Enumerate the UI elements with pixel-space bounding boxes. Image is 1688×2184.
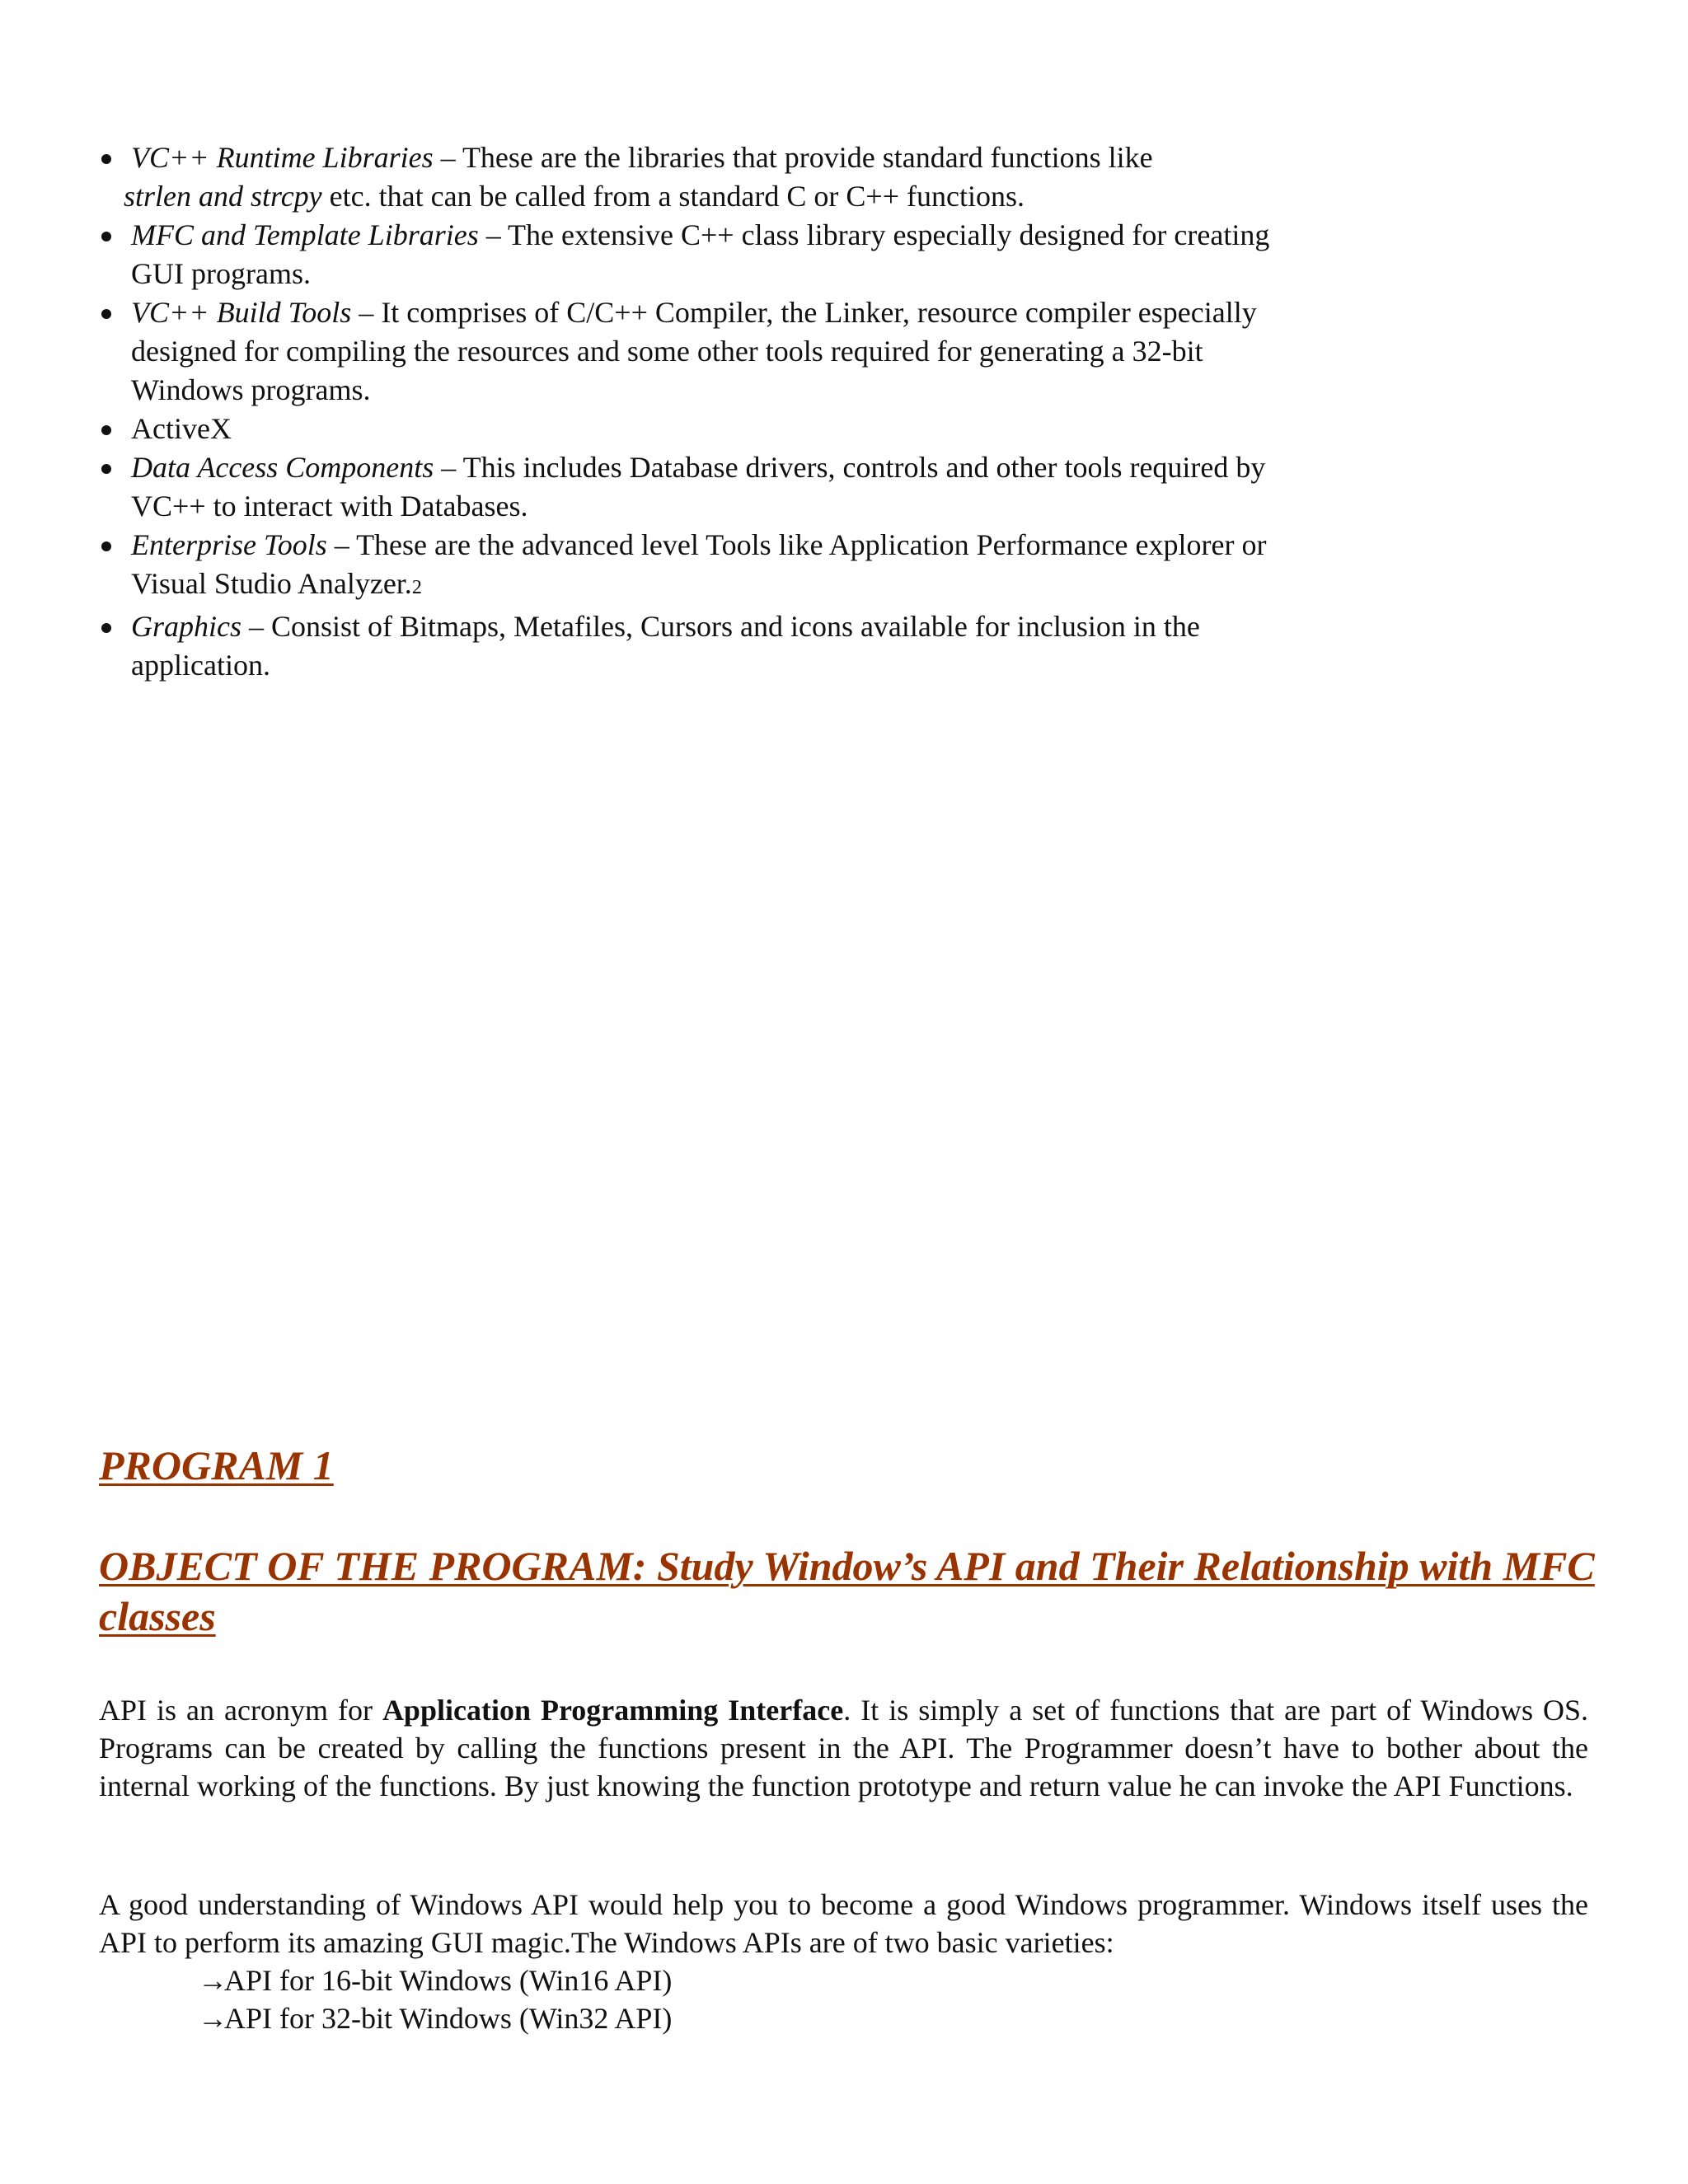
list-item	[198, 1961, 672, 1999]
component-bullet-list	[99, 138, 1302, 685]
bullet-description: – This includes Database drivers, controls and other tools required by VC++ to interact with Databases.	[131, 451, 1266, 523]
arrow-right-icon: →	[198, 2002, 227, 2035]
list-item	[99, 526, 1302, 607]
bullet-continuation	[124, 177, 1302, 216]
bullet-description: – The extensive C++ class library especially designed for creating GUI programs.	[131, 218, 1270, 290]
bullet-term: Graphics	[131, 610, 241, 643]
object-heading: OBJECT OF THE PROGRAM: Study Window’s API and Their Relationship with MFC classes	[99, 1543, 1595, 1639]
api-definition-paragraph	[99, 1691, 1588, 1805]
bullet-term: VC++ Build Tools	[131, 296, 352, 329]
api-term: Application Programming Interface	[382, 1694, 844, 1727]
api-varieties-list	[198, 1961, 672, 2037]
list-item	[99, 138, 1302, 216]
list-item	[99, 448, 1302, 526]
list-item	[99, 216, 1302, 293]
bullet-description: ActiveX	[131, 412, 232, 445]
bullet-term: Data Access Components	[131, 451, 434, 484]
bullet-description: – These are the advanced level Tools like Application Performance explorer or Visual Studio Analyzer.	[131, 528, 1267, 600]
paragraph-text: API is an acronym for	[99, 1694, 382, 1727]
bullet-term: VC++ Runtime Libraries	[131, 141, 434, 174]
function-names: strlen and strcpy	[124, 180, 322, 213]
arrow-right-icon: →	[198, 1964, 227, 1997]
api-variety-label: API for 16-bit Windows (Win16 API)	[224, 1964, 673, 1997]
list-item	[198, 1999, 672, 2037]
bullet-continuation-text: etc. that can be called from a standard C or C++ functions.	[321, 180, 1025, 213]
footnote-marker: 2	[411, 577, 422, 598]
api-varieties-paragraph: A good understanding of Windows API would help you to become a good Windows programmer. Windows itself uses the API to perform its amazing GUI magic.The Windows APIs are of two basic varieties:	[99, 1888, 1588, 1959]
paragraph-text: . It is simply a set of functions that are part of Windows OS. Programs can be created by calling the functions present in the API. The Programmer doesn’t have to bother about the internal working of the functions. By just knowing the function prototype and return value he can invoke the API Functions.	[99, 1694, 1588, 1802]
api-variety-label: API for 32-bit Windows (Win32 API)	[224, 2002, 673, 2035]
bullet-term: MFC and Template Libraries	[131, 218, 479, 251]
bullet-description: – Consist of Bitmaps, Metafiles, Cursors and icons available for inclusion in the application.	[131, 610, 1200, 682]
bullet-term: Enterprise Tools	[131, 528, 327, 561]
list-item	[99, 410, 1302, 448]
list-item	[99, 607, 1302, 685]
bullet-description: – These are the libraries that provide standard functions like	[433, 141, 1153, 174]
list-item	[99, 293, 1302, 410]
program-heading: PROGRAM 1	[99, 1442, 334, 1488]
bullet-description: – It comprises of C/C++ Compiler, the Linker, resource compiler especially designed for compiling the resources and some other tools required for generating a 32-bit Windows programs.	[131, 296, 1257, 406]
